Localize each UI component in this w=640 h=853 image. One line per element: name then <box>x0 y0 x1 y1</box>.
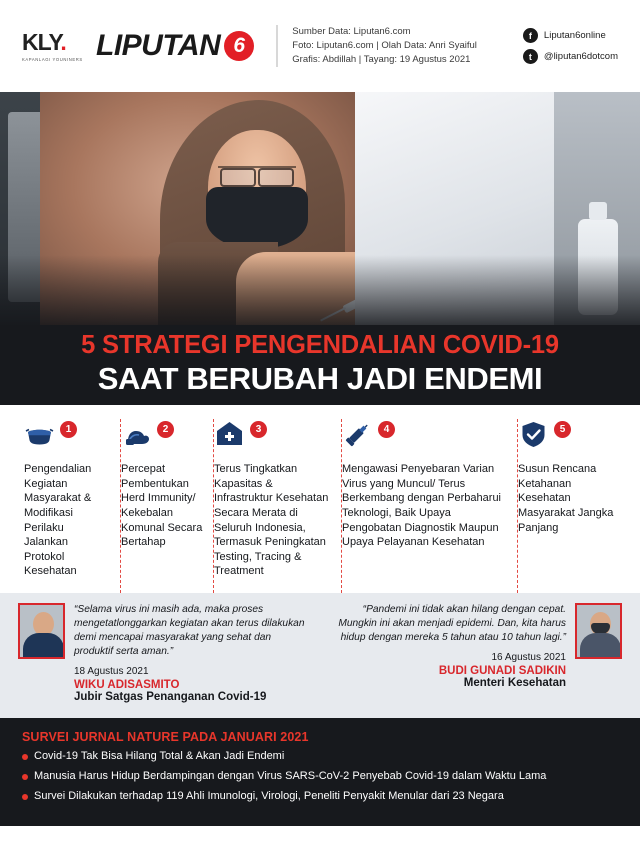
strategy-item-1 <box>24 419 121 593</box>
survey-item <box>22 769 618 784</box>
bullet-icon <box>22 754 28 760</box>
strategy-4-text: Mengawasi Penyebaran Varian Virus yang Muncul/ Terus Berkembang dengan Perbaharui Teknologi, Baik Upaya Pengobatan Diagnostik Maupun Upaya Pelayanan Kesehatan <box>342 463 502 549</box>
strategy-item-3 <box>214 419 342 593</box>
survey-section <box>0 718 640 826</box>
source-line-1: Sumber Data: Liputan6.com <box>292 26 411 38</box>
brand-logo <box>22 26 254 66</box>
survey-item-text: Covid-19 Tak Bisa Hilang Total & Akan Jadi Endemi <box>34 750 285 762</box>
liputan6-logo <box>96 29 254 63</box>
social-facebook[interactable] <box>523 28 618 43</box>
photo-bottom-gradient <box>0 255 640 325</box>
source-line-3: Grafis: Abdillah | Tayang: 19 Agustus 2021 <box>292 53 471 65</box>
strategy-item-5 <box>518 419 616 593</box>
strategy-5-header <box>518 419 616 453</box>
survey-item <box>22 749 618 764</box>
bullet-icon <box>22 794 28 800</box>
photo-patient-glasses <box>218 166 296 182</box>
social-twitter[interactable] <box>523 49 618 64</box>
portrait-body <box>580 633 621 657</box>
survey-heading: SURVEI JURNAL NATURE PADA JANUARI 2021 <box>22 730 309 744</box>
face-mask-icon <box>24 419 55 450</box>
flexed-arm-icon <box>121 419 152 450</box>
strategy-2-number: 2 <box>157 421 174 438</box>
strategy-1-number: 1 <box>60 421 77 438</box>
quote-body-wiku <box>74 603 310 718</box>
strategy-2-text: Percepat Pembentukan Herd Immunity/ Kekebalan Komunal Secara Bertahap <box>121 463 203 549</box>
twitter-icon: t <box>523 49 538 64</box>
strategy-5-number: 5 <box>554 421 571 438</box>
strategy-3-header <box>214 419 331 453</box>
quote-body-budi <box>324 603 566 718</box>
title-line-1: 5 STRATEGI PENGENDALIAN COVID-19 <box>81 331 559 359</box>
kly-logo <box>22 26 88 66</box>
social-links <box>523 28 618 64</box>
survey-item-text: Survei Dilakukan terhadap 119 Ahli Imunologi, Virologi, Peneliti Penyakit Menular dari 23 Negara <box>34 789 504 802</box>
avatar <box>18 603 65 659</box>
shield-check-icon <box>518 419 549 450</box>
quote-author-name: WIKU ADISASMITO <box>74 679 180 692</box>
strategy-1-text: Pengendalian Kegiatan Masyarakat & Modifikasi Perilaku Jalankan Protokol Kesehatan <box>24 463 92 578</box>
title-block <box>0 325 640 405</box>
quote-author-name: BUDI GUNADI SADIKIN <box>438 665 566 678</box>
twitter-handle: @liputan6dotcom <box>543 51 618 62</box>
photo-patient-mask <box>206 187 308 249</box>
header <box>0 0 640 92</box>
avatar <box>575 603 622 659</box>
survey-item-text: Manusia Harus Hidup Berdampingan dengan Virus SARS-CoV-2 Penyebab Covid-19 dalam Waktu Lama <box>34 769 547 782</box>
strategy-item-4 <box>342 419 518 593</box>
quote-author-role: Menteri Kesehatan <box>463 677 566 690</box>
quote-text: “Pandemi ini tidak akan hilang dengan cepat. Mungkin ini akan menjadi epidemi. Dan, kita harus hidup dengan mereka 5 tahun atau 10 tahun lagi.” <box>338 604 566 644</box>
facebook-icon: f <box>523 28 538 43</box>
survey-item <box>22 789 618 804</box>
strategy-1-header <box>24 419 110 453</box>
quote-date: 18 Agustus 2021 <box>74 666 149 678</box>
kly-logo-text: KLY. <box>22 28 66 55</box>
liputan-six-badge: 6 <box>224 31 254 61</box>
hospital-building-icon <box>214 419 245 450</box>
bullet-icon <box>22 774 28 780</box>
strategy-4-header <box>342 419 507 453</box>
footer-bar <box>0 826 640 853</box>
source-credits <box>276 25 477 66</box>
quote-card-wiku <box>18 603 310 718</box>
quotes-section <box>0 593 640 718</box>
strategy-list <box>0 405 640 593</box>
syringe-icon <box>342 419 373 450</box>
portrait-body <box>23 633 64 657</box>
strategy-5-text: Susun Rencana Ketahanan Kesehatan Masyarakat Jangka Panjang <box>518 463 614 534</box>
quote-card-budi <box>324 603 622 718</box>
strategy-2-header <box>121 419 203 453</box>
strategy-3-number: 3 <box>250 421 267 438</box>
strategy-item-2 <box>121 419 214 593</box>
quote-date: 16 Agustus 2021 <box>491 652 566 664</box>
quote-text: “Selama virus ini masih ada, maka proses mengetatlonggarkan kegiatan akan terus dilakukan demi mencapai masyarakat yang sehat dan produktif serta aman.” <box>74 604 305 658</box>
quote-author-role: Jubir Satgas Penanganan Covid-19 <box>74 691 267 704</box>
strategy-3-text: Terus Tingkatkan Kapasitas & Infrastruktur Kesehatan Secara Merata di Seluruh Indonesia, Termasuk Peningkatan Testing, Tracing & Treatment <box>214 463 329 578</box>
title-line-2: SAAT BERUBAH JADI ENDEMI <box>97 361 543 397</box>
hero-photo-vaccination <box>0 92 640 325</box>
source-line-2: Foto: Liputan6.com | Olah Data: Anri Syaiful <box>292 40 477 52</box>
kly-logo-subtext: KAPANLAGI YOUNINERS <box>22 56 83 62</box>
liputan-wordmark: LIPUTAN <box>96 29 221 62</box>
facebook-handle: Liputan6online <box>543 30 606 41</box>
strategy-4-number: 4 <box>378 421 395 438</box>
